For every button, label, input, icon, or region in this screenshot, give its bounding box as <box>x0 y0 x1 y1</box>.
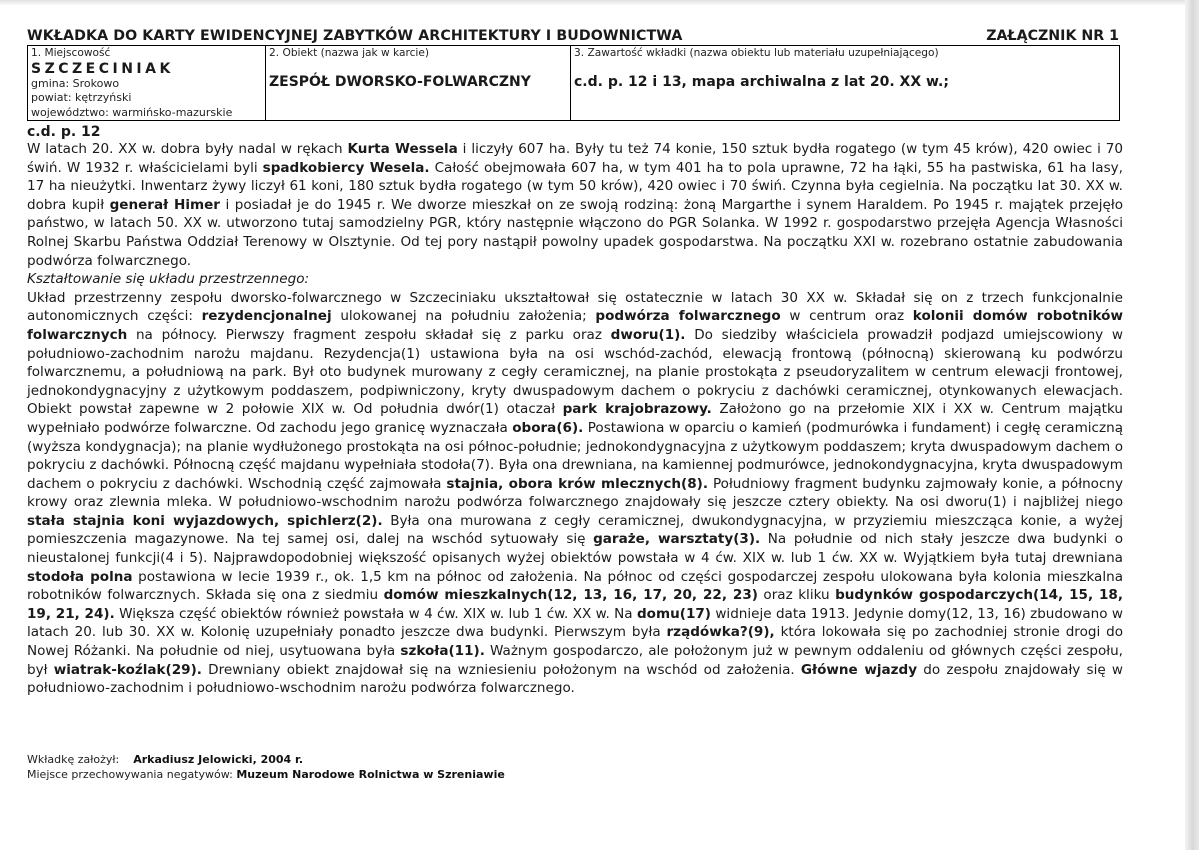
emphasized-term: spadkobiercy Wesela. <box>262 159 430 176</box>
storage-value: Muzeum Narodowe Rolnictwa w Szreniawie <box>236 768 505 781</box>
emphasized-term: stodoła polna <box>27 568 133 585</box>
text-run: oraz kliku <box>757 587 836 604</box>
emphasized-term: kolonii domów robotników folwarcznych <box>27 308 1123 343</box>
document-footer <box>27 752 505 782</box>
author-value: Arkadiusz Jelowicki, 2004 r. <box>133 753 304 766</box>
emphasized-term: park krajobrazowy. <box>562 401 712 418</box>
text-run: Całość obejmowała 607 ha, w tym 401 ha to pola uprawne, 72 ha łąki, 55 ha pastwiska, 61 ha lasy, 17 ha nieużytki. Inwentarz żywy liczył 61 koni, 180 sztuk bydła rogatego (w tym 50 krów), 420 owiec i 70 świń. Czynna była cegielnia. Na początku lat 30. XX w. dobra kupił <box>27 159 1123 213</box>
storage-label: Miejsce przechowywania negatywów: <box>27 768 233 781</box>
document-header <box>27 28 1119 46</box>
section-title: c.d. p. 12 <box>27 124 101 140</box>
text-run: Większa część obiektów również powstała w 4 ćw. XIX w. lub 1 ćw. XX w. Na <box>114 605 637 622</box>
text-run: ulokowanej na południu założenia; <box>331 308 596 325</box>
emphasized-term: Kurta Wessela <box>347 141 458 157</box>
text-run: i liczyły 607 ha. Były tu też 74 konie, 150 sztuk bydła rogatego (w tym 45 krów), 420 owiec i 70 świń. W 1932 r. właścicielami byli <box>27 141 1124 176</box>
text-run: do zespołu znajdowały się w południowo-zachodnim i południowo-wschodnim narożu podwórza folwarcznego. <box>27 661 1123 697</box>
author-label: Wkładkę założył: <box>27 753 120 766</box>
emphasized-term: podwórza folwarcznego <box>595 308 781 325</box>
field-insert-content <box>571 46 1120 121</box>
location-wojewodztwo: województwo: warmińsko-mazurskie <box>31 105 233 119</box>
scan-shadow-top <box>0 0 1199 6</box>
text-run: Na południe od nich stały jeszcze dwa budynki o nieustalonej funkcji(4 i 5). Najprawdopodobniej większość opisanych wyżej obiektów powstała w 4 ćw. XIX w. lub 1 ćw. XX w. Wyjątkiem była tutaj drewniana <box>27 531 1124 567</box>
emphasized-term: stajnia, obora krów mlecznych(8). <box>446 475 709 492</box>
scan-shadow-right <box>1185 0 1199 850</box>
emphasized-term: rządówka?(9), <box>666 624 775 641</box>
text-run: i posiadał je do 1945 r. We dworze mieszkał on ze swoją rodziną: żoną Margarthe i synem Haraldem. Po 1945 r. majątek przejęło państwo, w latach 50. XX w. utworzono tutaj samodzielny PGR, który następnie włączono do PGR Solanka. W 1992 r. gospodarstwo przejęła Agencja Własności Rolnej Skarbu Państwa Oddział Terenowy w Olsztynie. Od tej pory nastąpił powolny upadek gospodarstwa. Na początku XXI w. rozebrano ostatnie zabudowania podwórza folwarcznego. <box>27 196 1124 269</box>
emphasized-term: domu(17) <box>636 605 711 622</box>
text-run: widnieje data 1913. Jedynie domy(12, 13, 16) zbudowano w latach 20. lub 30. XX w. Kolonię uzupełniały ponadto jeszcze dwa budynki. Pierwszym była <box>27 605 1123 641</box>
text-run: Układ przestrzenny zespołu dworsko-folwarcznego w Szczeciniaku ukształtował się ostatecznie w latach 30 XX w. Składał się on z trzech funkcjonalnie autonomicznych części: <box>27 289 1123 325</box>
field-location <box>28 46 266 121</box>
text-run: w centrum oraz <box>780 308 913 325</box>
emphasized-term: garaże, warsztaty(3). <box>593 531 761 548</box>
document-body <box>27 124 1123 698</box>
insert-content-value: c.d. p. 12 i 13, mapa archiwalna z lat 20. XX w.; <box>574 74 949 90</box>
emphasized-term: dworu(1). <box>610 326 686 343</box>
text-run: Drewniany obiekt znajdował się na wzniesieniu położonym na wschód od założenia. <box>201 661 801 678</box>
text-run: postawiona w lecie 1939 r., ok. 1,5 km na północ od założenia. Na północ od części gospodarczej zespołu ulokowana była kolonia mieszkalna robotników folwarcznych. Składa się ona z siedmiu <box>27 568 1123 604</box>
location-gmina: gmina: Srokowo <box>31 77 120 90</box>
text-run: Ważnym gospodarczo, ale położonym już w pewnym oddaleniu od głównych części zespołu, był <box>27 643 1123 678</box>
emphasized-term: szkoła(11). <box>400 643 485 660</box>
emphasized-term: rezydencjonalnej <box>201 308 332 325</box>
field-object-label: 2. Obiekt (nazwa jak w karcie) <box>269 47 430 59</box>
header-fields-table <box>27 45 1120 121</box>
storage-line <box>27 767 505 782</box>
field-location-label: 1. Miejscowość <box>31 47 111 59</box>
emphasized-term: domów mieszkalnych(12, 13, 16, 17, 20, 22, 23) <box>383 587 758 604</box>
emphasized-term: generał Himer <box>109 196 220 213</box>
emphasized-term: budynków gospodarczych(14, 15, 18, 19, 21, 24). <box>27 587 1123 622</box>
emphasized-term: obora(6). <box>512 419 584 436</box>
author-line <box>27 752 505 767</box>
object-name: ZESPÓŁ DWORSKO-FOLWARCZNY <box>269 74 531 90</box>
history-paragraph <box>27 140 1123 270</box>
layout-paragraph <box>27 289 1123 698</box>
text-run: Południowy fragment budynku zajmowały konie, a północny krowy oraz zlewnia mleka. W południowo-wschodnim narożu podwórza folwarcznego znajdowały się jeszcze cztery obiekty. Na osi dworu(1) i najbliżej niego <box>27 475 1123 511</box>
text-run: W latach 20. XX w. dobra były nadal w rękach <box>27 141 348 157</box>
text-run: Była ona murowana z cegły ceramicznej, dwukondygnacyjna, w przyziemiu mieszcząca konie, a wyżej pomieszczenia magazynowe. Na tej samej osi, dalej na wschód sytuowały się <box>27 512 1123 548</box>
annex-number: ZAŁĄCZNIK NR 1 <box>986 28 1119 44</box>
text-run: Postawiona w oparciu o kamień (podmurówka i fundament) i cegłę ceramiczną (wyższa kondygnacja); na planie wydłużonego prostokąta na osi północ-południe; jednokondygnacyjna z użytkowym poddaszem; kryta dwuspadowym dachem o pokryciu z dachówki. Północną część majdanu wypełniała stodoła(7). Była ona drewniana, na kamiennej podmurówce, jednokondygnacyjna, kryta dwuspadowym dachem o pokryciu z dachówki. Wschodnią część zajmowała <box>27 419 1123 492</box>
text-run: Do siedziby właściciela prowadził podjazd umiejscowiony w południowo-zachodnim narożu majdanu. Rezydencja(1) ustawiona była na osi wschód-zachód, elewacją frontową (północną) skierowaną ku podwórzu folwarcznemu, a południową na park. Był oto budynek murowany z cegły ceramicznej, na planie prostokąta z pseudoryzalitem w centrum elewacji frontowej, jednokondygnacyjny z użytkowym poddaszem, podpiwniczony, kryty dwuspadowym dachem o pokryciu z dachówki ceramicznej, otynkowanych elewacjach. Obiekt powstał zapewne w 2 połowie XIX w. Od południa dwór(1) otaczał <box>27 326 1123 418</box>
subheading: Kształtowanie się układu przestrzennego: <box>27 271 310 288</box>
emphasized-term: stała stajnia koni wyjazdowych, spichlerz(2). <box>27 512 383 529</box>
text-run: na północy. Pierwszy fragment zespołu składał się z parku oraz <box>127 326 611 343</box>
location-powiat: powiat: kętrzyński <box>31 91 132 105</box>
document-title: WKŁADKA DO KARTY EWIDENCYJNEJ ZABYTKÓW ARCHITEKTURY I BUDOWNICTWA <box>27 28 683 44</box>
location-name: SZCZECINIAK <box>31 61 174 77</box>
field-object <box>266 46 571 121</box>
emphasized-term: wiatrak-koźlak(29). <box>53 661 202 678</box>
emphasized-term: Główne wjazdy <box>800 661 918 678</box>
text-run: która lokowała się po zachodniej stronie drogi do Nowej Różanki. Na południe od niej, usytuowana była <box>27 624 1123 660</box>
text-run: Założono go na przełomie XIX i XX w. Centrum majątku wypełniało podwórze folwarczne. Od zachodu jego granicę wyznaczała <box>27 401 1123 436</box>
field-insert-content-label: 3. Zawartość wkładki (nazwa obiektu lub materiału uzupełniającego) <box>574 47 939 59</box>
